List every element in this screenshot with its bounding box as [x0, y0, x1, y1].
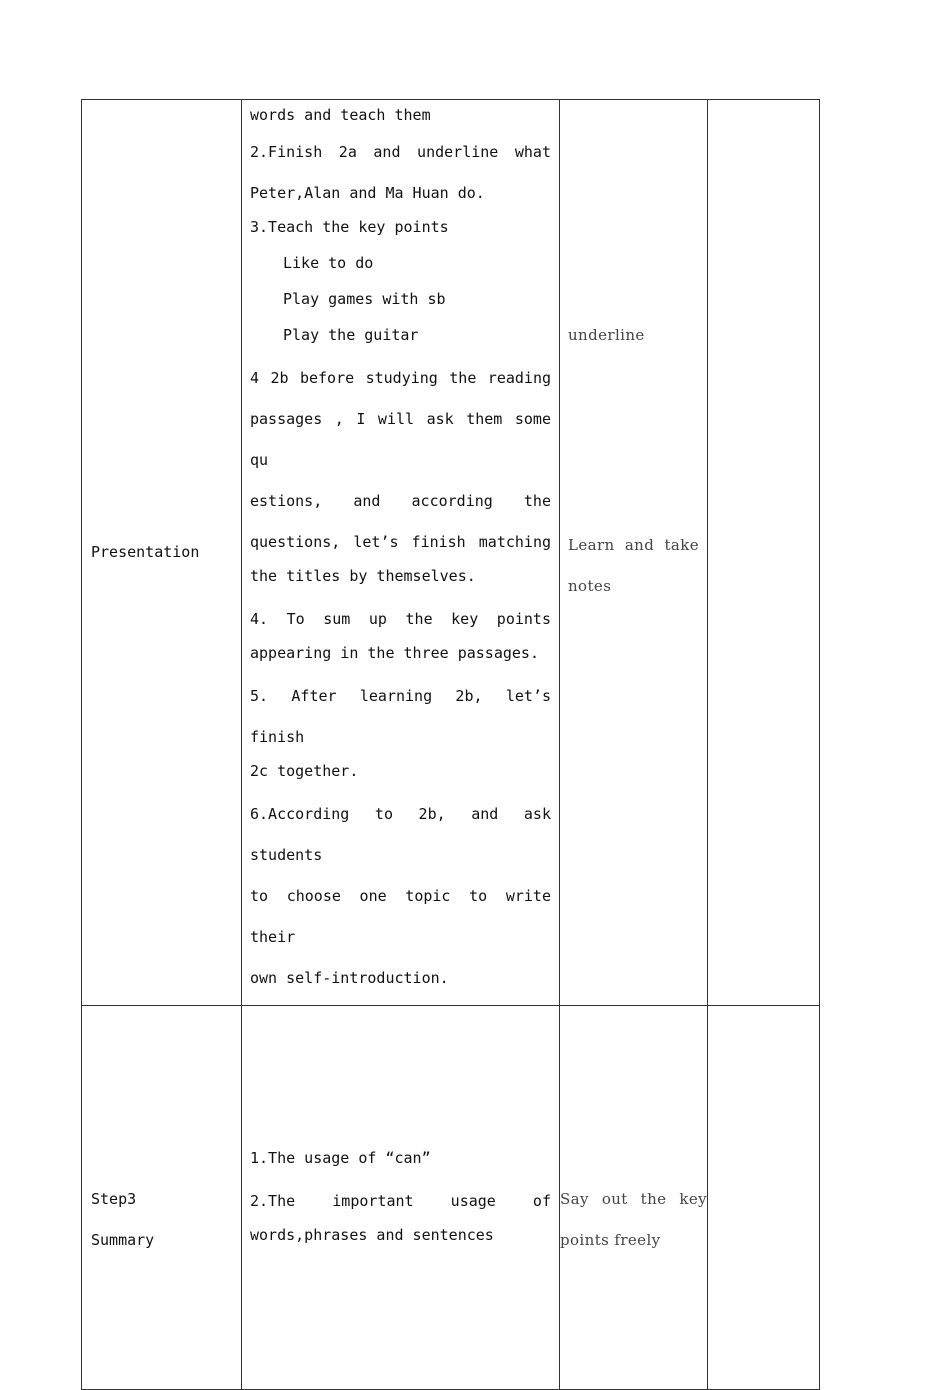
content-line: estions, and according the [250, 492, 551, 510]
stage-cell [82, 1006, 242, 1390]
activity-line: points freely [560, 1230, 661, 1249]
content-line: 5. After learning 2b, let’s finish [250, 687, 551, 746]
stage-cell [82, 100, 242, 1006]
content-line: own self-introduction. [250, 969, 449, 987]
lesson-plan-table [81, 99, 820, 1390]
content-line: questions, let’s finish matching [250, 533, 551, 551]
content-line: words and teach them [250, 106, 431, 124]
content-line: 1.The usage of “can” [250, 1149, 431, 1167]
content-line: 2.The important usage of [250, 1192, 551, 1210]
content-line: to choose one topic to write their [250, 887, 551, 946]
content-line: passages , I will ask them some qu [250, 410, 551, 469]
notes-cell [708, 1006, 820, 1390]
content-line: words,phrases and sentences [250, 1226, 494, 1244]
table-row [82, 1006, 820, 1390]
student-activity-cell [560, 100, 708, 1006]
content-line: Peter,Alan and Ma Huan do. [250, 184, 485, 202]
content-line: 4. To sum up the key points [250, 610, 551, 628]
content-line: 2c together. [250, 762, 359, 780]
content-line: the titles by themselves. [250, 567, 476, 585]
activity-line: Say out the key [560, 1189, 707, 1208]
content-line: Like to do [283, 254, 374, 272]
content-line: Play games with sb [283, 290, 446, 308]
content-line: 4 2b before studying the reading [250, 369, 551, 387]
stage-label: Step3 [91, 1189, 137, 1208]
activity-line: notes [568, 577, 612, 595]
content-line: Play the guitar [283, 326, 419, 344]
stage-label: Summary [91, 1230, 155, 1249]
notes-cell [708, 100, 820, 1006]
table-row [82, 100, 820, 1006]
activity-line: Learn and take [568, 536, 699, 554]
student-activity-cell [560, 1006, 708, 1390]
content-line: 3.Teach the key points [250, 218, 449, 236]
content-line: appearing in the three passages. [250, 644, 539, 662]
content-line: 2.Finish 2a and underline what [250, 143, 551, 161]
content-line: 6.According to 2b, and ask students [250, 805, 551, 864]
activity-line: underline [568, 326, 645, 344]
teacher-activity-cell [242, 1006, 560, 1390]
teacher-activity-cell [242, 100, 560, 1006]
stage-label: Presentation [91, 543, 200, 561]
